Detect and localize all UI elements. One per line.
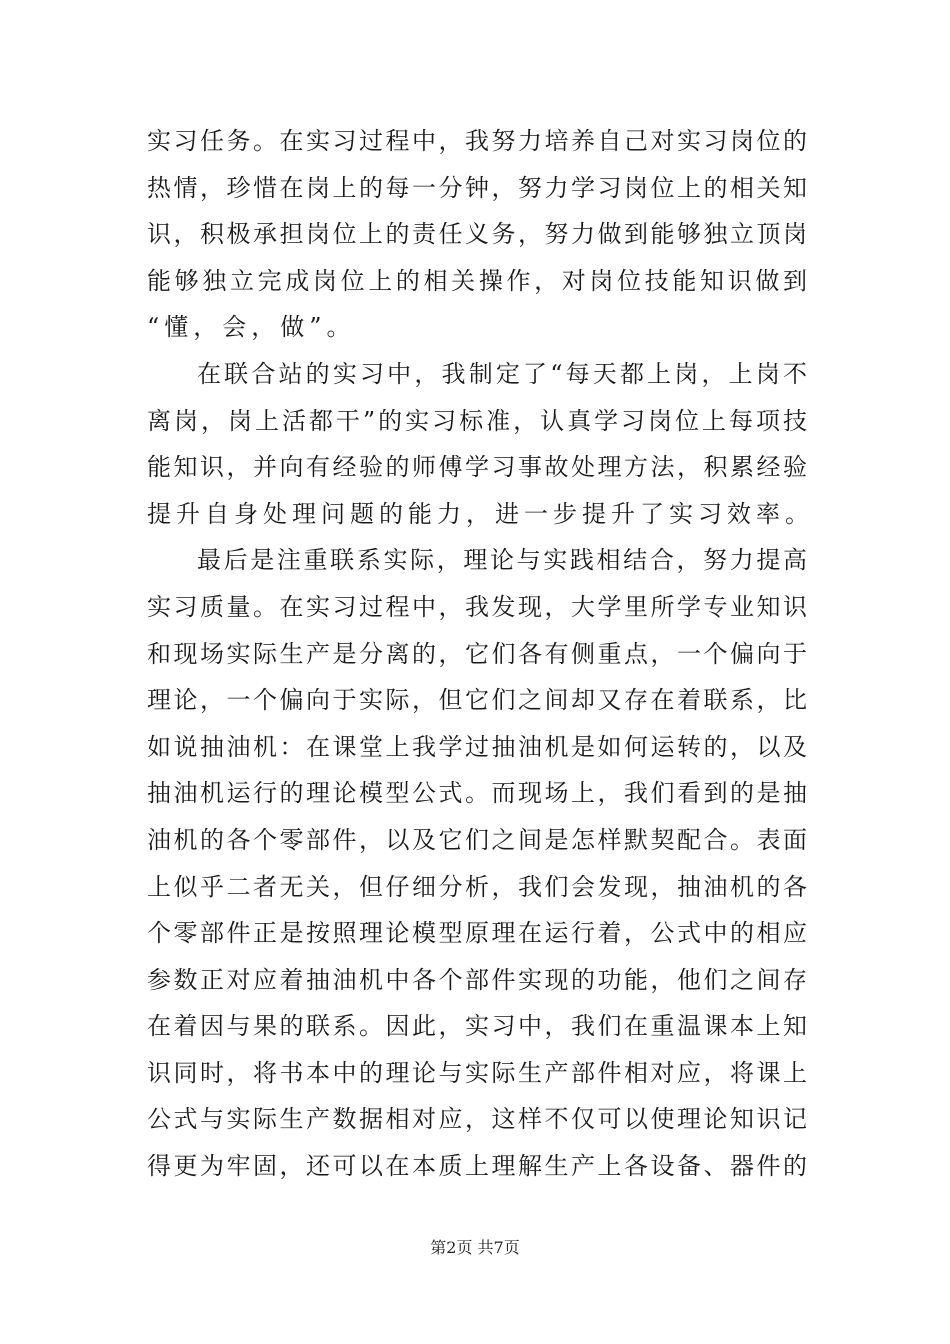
text-line: 公式与实际生产数据相对应，这样不仅可以使理论知识记	[147, 1105, 807, 1134]
text-line: 如说抽油机：在课堂上我学过抽油机是如何运转的，以及	[147, 732, 807, 761]
text-line: 得更为牢固，还可以在本质上理解生产上各设备、器件的	[147, 1152, 807, 1181]
text-line: 能知识，并向有经验的师傅学习事故处理方法，积累经验	[147, 453, 807, 482]
text-line: 能够独立完成岗位上的相关操作，对岗位技能知识做到	[147, 266, 807, 295]
paragraph	[147, 537, 807, 1189]
text-line: 参数正对应着抽油机中各个部件实现的功能，他们之间存	[147, 965, 807, 994]
text-line: 在联合站的实习中，我制定了“每天都上岗，上岗不	[197, 359, 807, 388]
text-line: “懂，会，做”。	[147, 313, 356, 342]
text-line: 最后是注重联系实际，理论与实践相结合，努力提高	[197, 546, 807, 575]
text-line: 理论，一个偏向于实际，但它们之间却又存在着联系，比	[147, 686, 807, 715]
body-text	[147, 118, 814, 1190]
paragraph	[147, 351, 814, 537]
text-line: 识同时，将书本中的理论与实际生产部件相对应，将课上	[147, 1058, 807, 1087]
text-line: 实习质量。在实习过程中，我发现，大学里所学专业知识	[147, 592, 807, 621]
text-line: 在着因与果的联系。因此，实习中，我们在重温课本上知	[147, 1012, 807, 1041]
text-line: 离岗，岗上活都干”的实习标准，认真学习岗位上每项技	[147, 406, 807, 435]
text-line: 和现场实际生产是分离的，它们各有侧重点，一个偏向于	[147, 639, 807, 668]
paragraph	[147, 118, 807, 351]
text-line: 油机的各个零部件，以及它们之间是怎样默契配合。表面	[147, 825, 807, 854]
text-line: 识，积极承担岗位上的责任义务，努力做到能够独立顶岗	[147, 220, 807, 249]
text-line: 实习任务。在实习过程中，我努力培养自己对实习岗位的	[147, 127, 807, 155]
page-number-footer: 第2页 共7页	[430, 1238, 520, 1257]
text-line: 提升自身处理问题的能力，进一步提升了实习效率。	[147, 499, 814, 528]
text-line: 抽油机运行的理论模型公式。而现场上，我们看到的是抽	[147, 779, 807, 808]
text-line: 热情，珍惜在岗上的每一分钟，努力学习岗位上的相关知	[147, 173, 807, 202]
text-line: 上似乎二者无关，但仔细分析，我们会发现，抽油机的各	[147, 872, 807, 901]
text-line: 个零部件正是按照理论模型原理在运行着，公式中的相应	[147, 919, 807, 948]
